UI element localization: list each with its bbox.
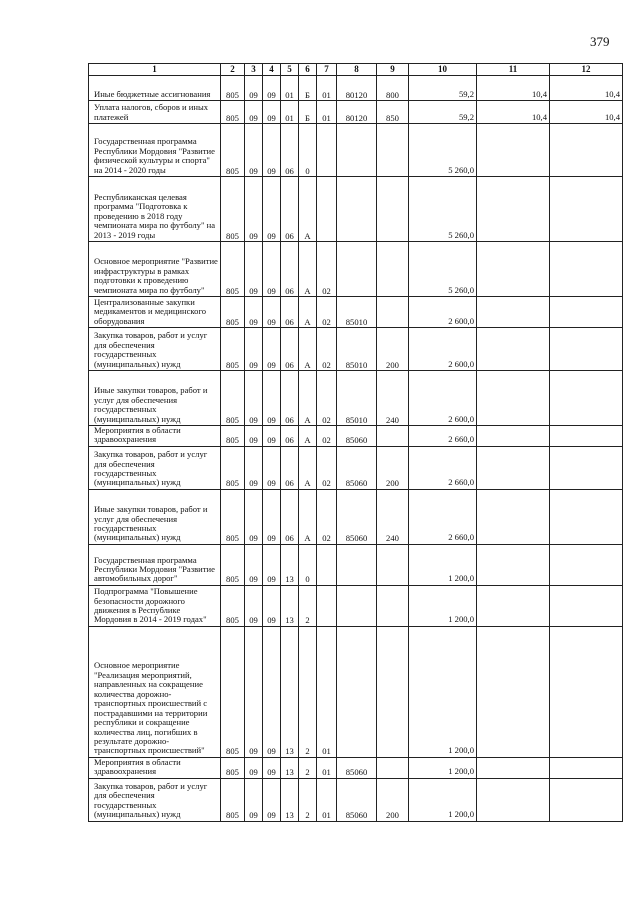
column-header: 7 xyxy=(317,64,337,76)
row-value-cell: 2 660,0 xyxy=(409,426,477,447)
budget-table xyxy=(88,63,623,822)
row-value-cell: 805 xyxy=(221,778,245,821)
row-value-cell: 5 260,0 xyxy=(409,177,477,242)
row-value-cell: 13 xyxy=(281,757,299,778)
table-row xyxy=(89,446,623,489)
column-header: 2 xyxy=(221,64,245,76)
row-value-cell xyxy=(377,426,409,447)
row-value-cell: 13 xyxy=(281,585,299,626)
row-name-cell: Закупка товаров, работ и услуг для обеспечения государственных (муниципальных) нужд xyxy=(89,778,221,821)
row-value-cell: 80120 xyxy=(337,76,377,101)
row-value-cell: 805 xyxy=(221,242,245,297)
row-value-cell: 240 xyxy=(377,371,409,426)
row-name-cell: Государственная программа Республики Мордовия "Развитие автомобильных дорог" xyxy=(89,544,221,585)
row-value-cell xyxy=(477,585,550,626)
row-name-cell: Основное мероприятие "Реализация мероприятий, направленных на сокращение количества дорожно-транспортных происшествий с пострадавшими на территории республики и сокращение количества лиц, погибших в результате дорожно-транспортных происшествий" xyxy=(89,626,221,757)
row-name-cell: Иные бюджетные ассигнования xyxy=(89,76,221,101)
row-value-cell: 09 xyxy=(263,328,281,371)
row-value-cell xyxy=(377,177,409,242)
row-value-cell: 2 600,0 xyxy=(409,328,477,371)
table-row xyxy=(89,76,623,101)
row-value-cell xyxy=(337,544,377,585)
row-value-cell: 805 xyxy=(221,426,245,447)
row-value-cell xyxy=(337,177,377,242)
row-value-cell: 01 xyxy=(317,76,337,101)
column-header: 6 xyxy=(299,64,317,76)
row-value-cell xyxy=(550,757,623,778)
table-row xyxy=(89,626,623,757)
row-value-cell xyxy=(377,757,409,778)
row-value-cell: 09 xyxy=(263,297,281,328)
row-value-cell: 805 xyxy=(221,626,245,757)
row-value-cell: 200 xyxy=(377,778,409,821)
row-value-cell xyxy=(477,426,550,447)
row-value-cell: 09 xyxy=(263,124,281,177)
row-value-cell: 09 xyxy=(263,101,281,124)
row-value-cell: А xyxy=(299,297,317,328)
row-value-cell: 09 xyxy=(263,177,281,242)
row-value-cell: А xyxy=(299,177,317,242)
row-value-cell xyxy=(377,585,409,626)
row-value-cell xyxy=(477,371,550,426)
row-value-cell: 02 xyxy=(317,297,337,328)
row-value-cell: 2 660,0 xyxy=(409,489,477,544)
row-value-cell: 09 xyxy=(245,446,263,489)
row-value-cell: 09 xyxy=(245,101,263,124)
row-value-cell: 02 xyxy=(317,446,337,489)
row-value-cell: 09 xyxy=(245,371,263,426)
row-value-cell: 0 xyxy=(299,124,317,177)
row-value-cell: А xyxy=(299,371,317,426)
row-value-cell xyxy=(477,778,550,821)
row-value-cell: 06 xyxy=(281,177,299,242)
table-row xyxy=(89,242,623,297)
row-value-cell: 805 xyxy=(221,328,245,371)
row-value-cell: 09 xyxy=(263,544,281,585)
row-value-cell: 13 xyxy=(281,544,299,585)
table-row xyxy=(89,177,623,242)
row-name-cell: Подпрограмма "Повышение безопасности дорожного движения в Республике Мордовия в 2014 - 2019 годах" xyxy=(89,585,221,626)
table-row xyxy=(89,101,623,124)
row-value-cell: 1 200,0 xyxy=(409,626,477,757)
row-value-cell xyxy=(550,489,623,544)
row-value-cell xyxy=(337,242,377,297)
row-value-cell: 85060 xyxy=(337,778,377,821)
row-value-cell xyxy=(550,177,623,242)
row-value-cell: 805 xyxy=(221,544,245,585)
row-value-cell: 09 xyxy=(263,585,281,626)
row-value-cell xyxy=(550,242,623,297)
row-value-cell: 2 600,0 xyxy=(409,297,477,328)
row-value-cell xyxy=(550,585,623,626)
row-value-cell: Б xyxy=(299,76,317,101)
row-value-cell: 10,4 xyxy=(477,76,550,101)
row-name-cell: Централизованные закупки медикаментов и медицинского оборудования xyxy=(89,297,221,328)
row-value-cell: 02 xyxy=(317,242,337,297)
row-value-cell xyxy=(477,544,550,585)
column-header: 9 xyxy=(377,64,409,76)
row-value-cell xyxy=(550,371,623,426)
row-value-cell: А xyxy=(299,446,317,489)
row-value-cell: 2 600,0 xyxy=(409,371,477,426)
row-value-cell xyxy=(377,242,409,297)
row-value-cell: 10,4 xyxy=(477,101,550,124)
row-value-cell: 85060 xyxy=(337,757,377,778)
row-value-cell: 09 xyxy=(263,626,281,757)
row-value-cell xyxy=(550,778,623,821)
row-value-cell: 850 xyxy=(377,101,409,124)
row-value-cell: 09 xyxy=(245,177,263,242)
row-value-cell: 09 xyxy=(263,371,281,426)
row-value-cell xyxy=(477,297,550,328)
row-value-cell: 2 xyxy=(299,757,317,778)
row-value-cell: 1 200,0 xyxy=(409,757,477,778)
row-value-cell xyxy=(550,297,623,328)
row-value-cell xyxy=(550,446,623,489)
column-header: 8 xyxy=(337,64,377,76)
row-name-cell: Иные закупки товаров, работ и услуг для обеспечения государственных (муниципальных) нужд xyxy=(89,371,221,426)
row-value-cell: 2 660,0 xyxy=(409,446,477,489)
row-value-cell xyxy=(337,626,377,757)
table-row xyxy=(89,778,623,821)
row-value-cell: 09 xyxy=(263,489,281,544)
row-value-cell: 01 xyxy=(317,101,337,124)
row-value-cell xyxy=(337,124,377,177)
row-value-cell: 06 xyxy=(281,446,299,489)
column-header: 11 xyxy=(477,64,550,76)
row-value-cell: 200 xyxy=(377,446,409,489)
row-value-cell xyxy=(477,242,550,297)
row-value-cell xyxy=(477,124,550,177)
row-value-cell xyxy=(550,544,623,585)
row-value-cell: 805 xyxy=(221,76,245,101)
row-value-cell: А xyxy=(299,489,317,544)
row-value-cell: 805 xyxy=(221,757,245,778)
row-value-cell: А xyxy=(299,242,317,297)
row-value-cell: 09 xyxy=(245,757,263,778)
row-value-cell: 06 xyxy=(281,328,299,371)
header-row xyxy=(89,64,623,76)
row-value-cell: 2 xyxy=(299,626,317,757)
column-header: 4 xyxy=(263,64,281,76)
row-value-cell: 06 xyxy=(281,426,299,447)
row-value-cell: 02 xyxy=(317,371,337,426)
row-value-cell: 09 xyxy=(245,585,263,626)
table-row xyxy=(89,124,623,177)
column-header: 3 xyxy=(245,64,263,76)
row-value-cell: 10,4 xyxy=(550,76,623,101)
row-value-cell: 09 xyxy=(263,426,281,447)
row-value-cell: 805 xyxy=(221,297,245,328)
row-value-cell xyxy=(550,328,623,371)
row-value-cell xyxy=(477,626,550,757)
row-value-cell: 805 xyxy=(221,124,245,177)
row-value-cell: 2 xyxy=(299,585,317,626)
row-value-cell: 09 xyxy=(263,446,281,489)
row-value-cell xyxy=(377,124,409,177)
row-value-cell xyxy=(477,757,550,778)
row-value-cell: 09 xyxy=(263,76,281,101)
row-value-cell: 01 xyxy=(317,778,337,821)
table-row xyxy=(89,489,623,544)
row-value-cell: 09 xyxy=(263,757,281,778)
row-value-cell: 805 xyxy=(221,371,245,426)
row-value-cell xyxy=(337,585,377,626)
table-row xyxy=(89,297,623,328)
row-name-cell: Уплата налогов, сборов и иных платежей xyxy=(89,101,221,124)
row-value-cell: 0 xyxy=(299,544,317,585)
row-value-cell: А xyxy=(299,426,317,447)
row-value-cell: 85010 xyxy=(337,371,377,426)
row-value-cell: 59,2 xyxy=(409,101,477,124)
page-number: 379 xyxy=(590,34,610,49)
table-row xyxy=(89,544,623,585)
row-value-cell: 06 xyxy=(281,297,299,328)
row-value-cell: 1 200,0 xyxy=(409,544,477,585)
row-value-cell: 06 xyxy=(281,124,299,177)
row-value-cell: 805 xyxy=(221,446,245,489)
row-value-cell: 1 200,0 xyxy=(409,778,477,821)
row-name-cell: Государственная программа Республики Мордовия "Развитие физической культуры и спорта" на 2014 - 2020 годы xyxy=(89,124,221,177)
row-value-cell: 09 xyxy=(245,328,263,371)
row-value-cell xyxy=(477,489,550,544)
row-value-cell xyxy=(377,544,409,585)
row-value-cell: 06 xyxy=(281,242,299,297)
row-value-cell: 09 xyxy=(245,426,263,447)
row-value-cell: 805 xyxy=(221,489,245,544)
row-value-cell: 800 xyxy=(377,76,409,101)
row-name-cell: Мероприятия в области здравоохранения xyxy=(89,426,221,447)
row-value-cell xyxy=(377,626,409,757)
row-value-cell: 805 xyxy=(221,585,245,626)
table-row xyxy=(89,757,623,778)
row-value-cell: А xyxy=(299,328,317,371)
row-value-cell: 85060 xyxy=(337,446,377,489)
row-value-cell: 85010 xyxy=(337,297,377,328)
row-value-cell: 2 xyxy=(299,778,317,821)
row-value-cell: 85060 xyxy=(337,489,377,544)
row-value-cell: 805 xyxy=(221,101,245,124)
table-row xyxy=(89,585,623,626)
column-header: 5 xyxy=(281,64,299,76)
row-value-cell: 13 xyxy=(281,778,299,821)
row-value-cell: 80120 xyxy=(337,101,377,124)
row-value-cell: 1 200,0 xyxy=(409,585,477,626)
row-value-cell: 59,2 xyxy=(409,76,477,101)
row-value-cell: 09 xyxy=(245,778,263,821)
row-name-cell: Республиканская целевая программа "Подготовка к проведению в 2018 году чемпионата мира по футболу" на 2013 - 2019 годы xyxy=(89,177,221,242)
row-value-cell xyxy=(317,177,337,242)
table-row xyxy=(89,328,623,371)
row-value-cell: 09 xyxy=(245,124,263,177)
row-value-cell: 85010 xyxy=(337,328,377,371)
row-name-cell: Иные закупки товаров, работ и услуг для обеспечения государственных (муниципальных) нужд xyxy=(89,489,221,544)
row-value-cell: 06 xyxy=(281,371,299,426)
row-value-cell: 02 xyxy=(317,489,337,544)
row-value-cell xyxy=(317,124,337,177)
row-value-cell: 200 xyxy=(377,328,409,371)
row-name-cell: Закупка товаров, работ и услуг для обеспечения государственных (муниципальных) нужд xyxy=(89,446,221,489)
row-value-cell: 10,4 xyxy=(550,101,623,124)
row-value-cell: 06 xyxy=(281,489,299,544)
row-value-cell: 02 xyxy=(317,328,337,371)
table-row xyxy=(89,371,623,426)
row-value-cell: 01 xyxy=(317,626,337,757)
row-value-cell xyxy=(477,328,550,371)
row-value-cell: 240 xyxy=(377,489,409,544)
row-value-cell xyxy=(477,177,550,242)
row-value-cell: 09 xyxy=(245,489,263,544)
row-value-cell: 5 260,0 xyxy=(409,242,477,297)
column-header: 1 xyxy=(89,64,221,76)
row-value-cell: 09 xyxy=(263,778,281,821)
row-name-cell: Закупка товаров, работ и услуг для обеспечения государственных (муниципальных) нужд xyxy=(89,328,221,371)
row-name-cell: Мероприятия в области здравоохранения xyxy=(89,757,221,778)
row-value-cell: 09 xyxy=(245,297,263,328)
row-value-cell xyxy=(550,124,623,177)
row-value-cell xyxy=(377,297,409,328)
row-value-cell: 09 xyxy=(245,242,263,297)
row-value-cell: 85060 xyxy=(337,426,377,447)
column-header: 10 xyxy=(409,64,477,76)
row-value-cell: 01 xyxy=(281,101,299,124)
row-name-cell: Основное мероприятие "Развитие инфраструктуры в рамках подготовки к проведению чемпионата мира по футболу" xyxy=(89,242,221,297)
row-value-cell xyxy=(550,426,623,447)
row-value-cell: 09 xyxy=(245,544,263,585)
row-value-cell: 01 xyxy=(317,757,337,778)
table-row xyxy=(89,426,623,447)
row-value-cell: 01 xyxy=(281,76,299,101)
row-value-cell: 02 xyxy=(317,426,337,447)
column-header: 12 xyxy=(550,64,623,76)
row-value-cell xyxy=(317,544,337,585)
row-value-cell: 5 260,0 xyxy=(409,124,477,177)
row-value-cell: 805 xyxy=(221,177,245,242)
row-value-cell: 13 xyxy=(281,626,299,757)
row-value-cell: 09 xyxy=(245,626,263,757)
row-value-cell: Б xyxy=(299,101,317,124)
row-value-cell: 09 xyxy=(245,76,263,101)
row-value-cell xyxy=(317,585,337,626)
row-value-cell xyxy=(477,446,550,489)
row-value-cell: 09 xyxy=(263,242,281,297)
row-value-cell xyxy=(550,626,623,757)
